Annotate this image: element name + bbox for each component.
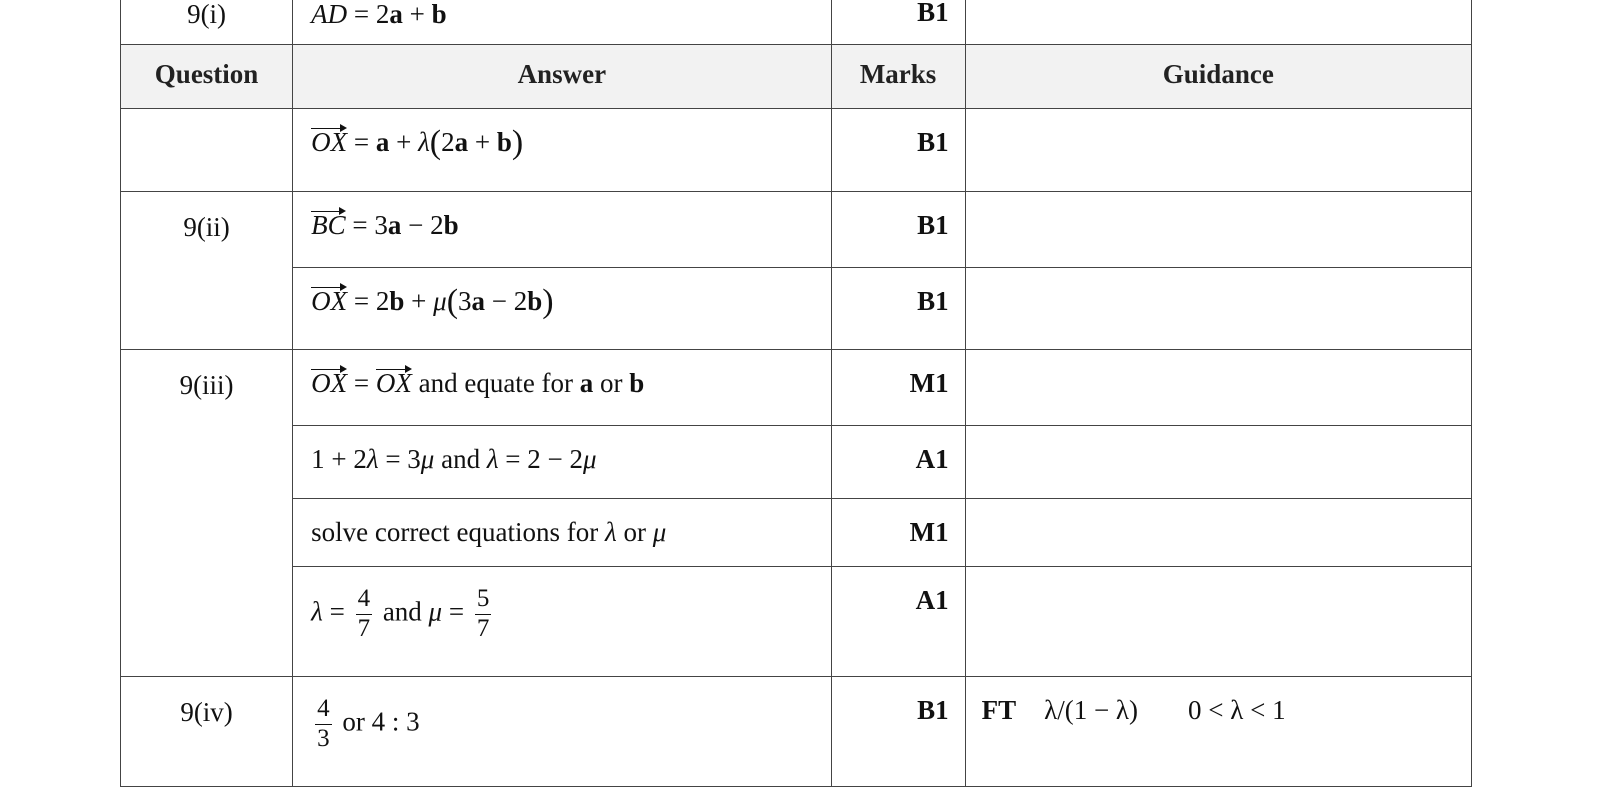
mark-cell: B1	[831, 109, 965, 192]
answer-cell: λ = $\frac{4}{7}$ and μ = $\frac{5}{7}$	[293, 567, 831, 677]
table-row	[121, 426, 1472, 499]
guidance-cell	[965, 268, 1471, 350]
mark-cell: B1	[831, 677, 965, 787]
answer-cell: OX = 2b + μ(3a − 2b)	[293, 268, 831, 350]
table-row	[121, 268, 1472, 350]
table-row	[121, 677, 1472, 787]
header-question: Question	[121, 45, 293, 109]
answer-cell: AD = 2a + b	[293, 0, 831, 86]
answer-cell: BC = 3a − 2b	[293, 192, 831, 268]
guidance-cell	[965, 350, 1471, 426]
question-cell: 9(iv)	[121, 677, 293, 787]
guidance-cell	[965, 192, 1471, 268]
table-row	[121, 567, 1472, 677]
table-row	[121, 499, 1472, 567]
answer-cell: 1 + 2λ = 3μ and λ = 2 − 2μ	[293, 426, 831, 499]
mark-cell: M1	[831, 499, 965, 567]
mark-cell: B1	[831, 0, 965, 86]
guidance-cell	[965, 567, 1471, 677]
table-row	[121, 350, 1472, 426]
question-cell	[121, 109, 293, 192]
question-cell: 9(iii)	[121, 350, 293, 677]
answer-cell: OX = a + λ(2a + b)	[293, 109, 831, 192]
fraction: $\frac{4}{3}$	[317, 695, 330, 752]
mark-scheme-table	[120, 44, 1472, 787]
header-answer: Answer	[293, 45, 831, 109]
mark-cell: B1	[831, 268, 965, 350]
guidance-cell	[965, 426, 1471, 499]
answer-cell: $\frac{4}{3}$ or 4 : 3	[293, 677, 831, 787]
guidance-cell	[965, 499, 1471, 567]
mark-cell: B1	[831, 192, 965, 268]
question-cell: 9(ii)	[121, 192, 293, 350]
header-marks: Marks	[831, 45, 965, 109]
question-cell: 9(i)	[121, 0, 293, 86]
table-row	[121, 192, 1472, 268]
header-row	[121, 45, 1472, 109]
fraction: $\frac{4}{7}$	[357, 585, 371, 642]
mark-cell: A1	[831, 567, 965, 677]
answer-cell: solve correct equations for λ or μ	[293, 499, 831, 567]
answer-cell: OX = OX and equate for a or b	[293, 350, 831, 426]
guidance-cell	[965, 109, 1471, 192]
table-row	[121, 109, 1472, 192]
guidance-cell: FT λ/(1 − λ) 0 < λ < 1	[965, 677, 1471, 787]
mark-cell: A1	[831, 426, 965, 499]
header-guidance: Guidance	[965, 45, 1471, 109]
mark-cell: M1	[831, 350, 965, 426]
fraction: $\frac{5}{7}$	[476, 585, 490, 642]
